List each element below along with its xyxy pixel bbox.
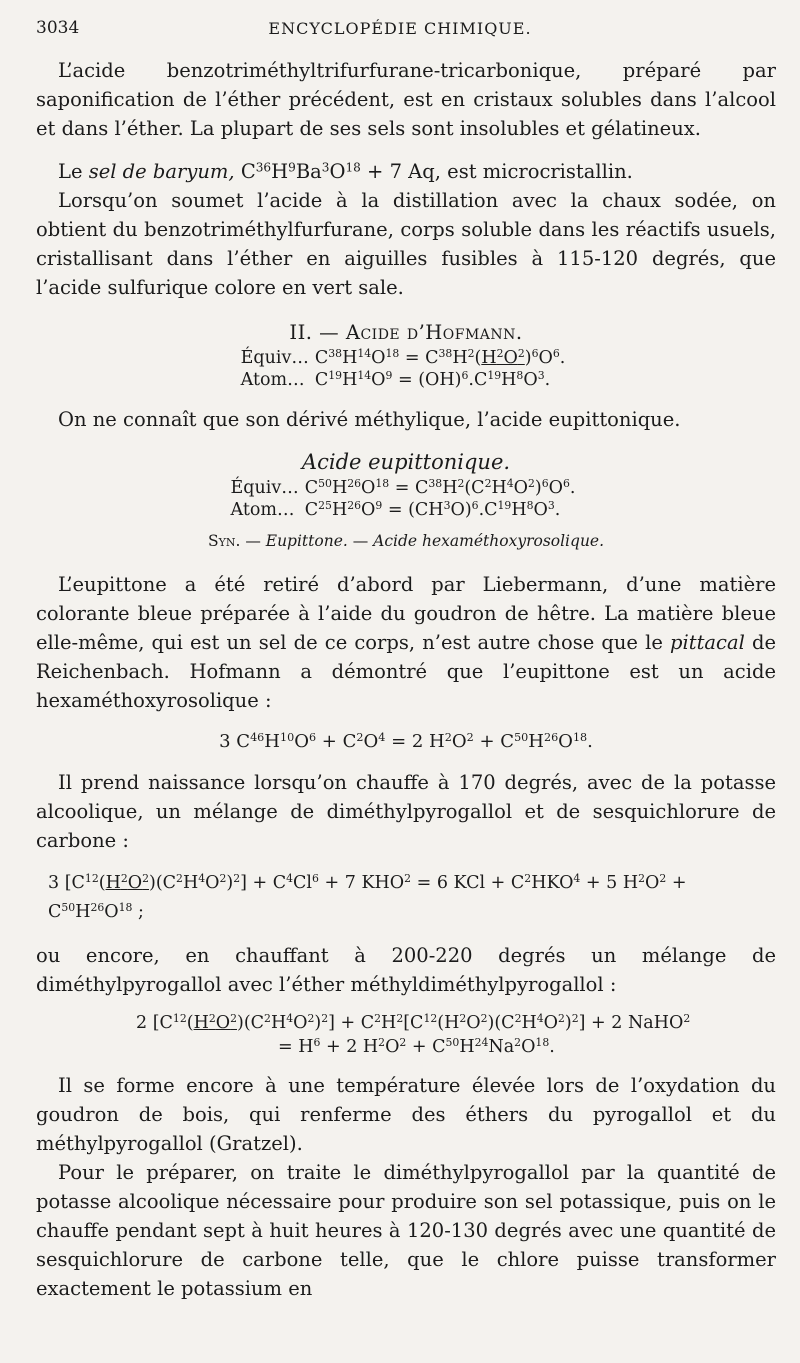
paragraph-eupittone-origin: L’eupittone a été retiré d’abord par Liebermann, d’une matière colorante bleue préparée à l’aide du goudron de hêtre. La matière bleue elle-même, qui est un sel de ce corps, n’est autre chose que le pittacal de Reichenbach. Hofmann a démontré que l’eupittone est un acide hexaméthoxyrosolique : bbox=[36, 573, 776, 712]
baryum-lead: Le bbox=[58, 160, 89, 183]
equation-1: 3 $C^{46}H^{10}O^6 + C^2O^4 = 2$ $H^2O^2 + C^{50}H^{26}O^{18}$. bbox=[219, 730, 593, 752]
page-number: 3034 bbox=[36, 18, 80, 38]
paragraph-acid-description: L’acide benzotriméthyltrifurfurane-tricarbonique, préparé par saponification de l’éther précédent, est en cristaux solubles dans l’alcool et dans l’éther. La plupart de ses sels sont insolubles et gélatineux. bbox=[36, 59, 776, 140]
synonym-1: Eupittone. bbox=[265, 532, 348, 550]
hofmann-formula-table bbox=[241, 347, 572, 391]
paragraph-preparation: Pour le préparer, on traite le diméthylpyrogallol par la quantité de potasse alcoolique nécessaire pour produire son sel potassique, puis on le chauffe pendant sept à huit heures à 120-130 degrés avec une quantité de sesquichlorure de carbone telle, que le chlore puisse transformer exactement le potassium en bbox=[36, 1161, 776, 1300]
synonym-2: Acide hexaméthoxyrosolique. bbox=[373, 532, 605, 550]
hofmann-equiv-formula: $C^{38}H^{14}O^{18} = C^{38}H^2(H^2O^2)^6O^6$. bbox=[314, 347, 566, 368]
page-body bbox=[36, 56, 776, 1303]
baryum-tail: est microcristallin. bbox=[440, 160, 633, 183]
baryum-formula: $C^{36}H^9Ba^3O^{18} + 7$ Aq, bbox=[240, 160, 441, 183]
running-title: ENCYCLOPÉDIE CHIMIQUE. bbox=[268, 19, 532, 38]
eupittonique-equiv-label: Équiv… bbox=[230, 478, 299, 498]
equation-3-line-1: 2 $[C^{12}(H^2O^2)(C^2H^4O^2)^2] + C^2H^2[C^{12}(H^2O^2)(C^2H^4O^2)^2] + 2$ NaHO$^2$ bbox=[136, 1012, 691, 1033]
hofmann-atom-label: Atom… bbox=[240, 370, 305, 390]
eupittonique-formula-table bbox=[231, 477, 582, 521]
synonyms-line: Syn. — Eupittone. — Acide hexaméthoxyrosolique. bbox=[207, 532, 605, 550]
paragraph-distillation: Lorsqu’on soumet l’acide à la distillation avec la chaux sodée, on obtient du benzotriméthylfurfurane, corps soluble dans les réactifs usuels, cristallisant dans l’éther en aiguilles fusibles à 115-120 degrés, que l’acide sulfurique colore en vert sale. bbox=[36, 189, 776, 299]
hofmann-equiv-row bbox=[241, 347, 572, 369]
paragraph-methyl-derivative: On ne connaît que son dérivé méthylique, l’acide eupittonique. bbox=[58, 408, 681, 431]
eupittonique-atom-formula: $C^{25}H^{26}O^9 = (CH^3O)^6.C^{19}H^8O^3$. bbox=[304, 499, 561, 520]
paragraph-oxidation: Il se forme encore à une température élevée lors de l’oxydation du goudron de bois, qui renferme des éthers du pyrogallol et du méthylpyrogallol (Gratzel). bbox=[36, 1074, 776, 1155]
eupittonique-equiv-row bbox=[231, 477, 582, 499]
paragraph-formation: Il prend naissance lorsqu’on chauffe à 170 degrés, avec de la potasse alcoolique, un mélange de diméthylpyrogallol et de sesquichlorure de carbone : bbox=[36, 771, 776, 852]
hofmann-atom-row bbox=[241, 369, 572, 391]
section-heading-eupittonique: Acide eupittonique. bbox=[301, 450, 511, 474]
eupittonique-atom-label: Atom… bbox=[230, 500, 295, 520]
eupittonique-equiv-formula: $C^{50}H^{26}O^{18} = C^{38}H^2(C^2H^4O^2)^6O^6$. bbox=[304, 477, 576, 498]
hofmann-atom-formula: $C^{19}H^{14}O^9 = (OH)^6.C^{19}H^8O^3$. bbox=[314, 369, 551, 390]
baryum-salt-name: sel de baryum, bbox=[88, 160, 235, 183]
running-header bbox=[0, 18, 800, 46]
paragraph-alternative: ou encore, en chauffant à 200-220 degrés un mélange de diméthylpyrogallol avec l’éther méthyldiméthylpyrogallol : bbox=[36, 944, 776, 996]
hofmann-equiv-label: Équiv… bbox=[240, 348, 309, 368]
section-heading-hofmann: II. — Acide d’Hofmann. bbox=[289, 321, 523, 344]
synonyms-label: Syn. bbox=[207, 532, 241, 550]
eupittonique-atom-row bbox=[231, 499, 582, 521]
equation-3 bbox=[136, 1011, 776, 1059]
paragraph-baryum-salt bbox=[36, 157, 776, 186]
equation-2: 3 $[C^{12}(H^2O^2)(C^2H^4O^2)^2] + C^4Cl^6 + 7$ $KHO^2 = 6$ KCl + $C^2HKO^4 + 5$ $H^2O^2 + C^{50}H^{26}O^{18}$ ; bbox=[48, 872, 687, 922]
equation-3-line-2: = $H^6 + 2$ $H^2O^2 + C^{50}H^{24}Na^2O^{18}$. bbox=[278, 1036, 555, 1057]
